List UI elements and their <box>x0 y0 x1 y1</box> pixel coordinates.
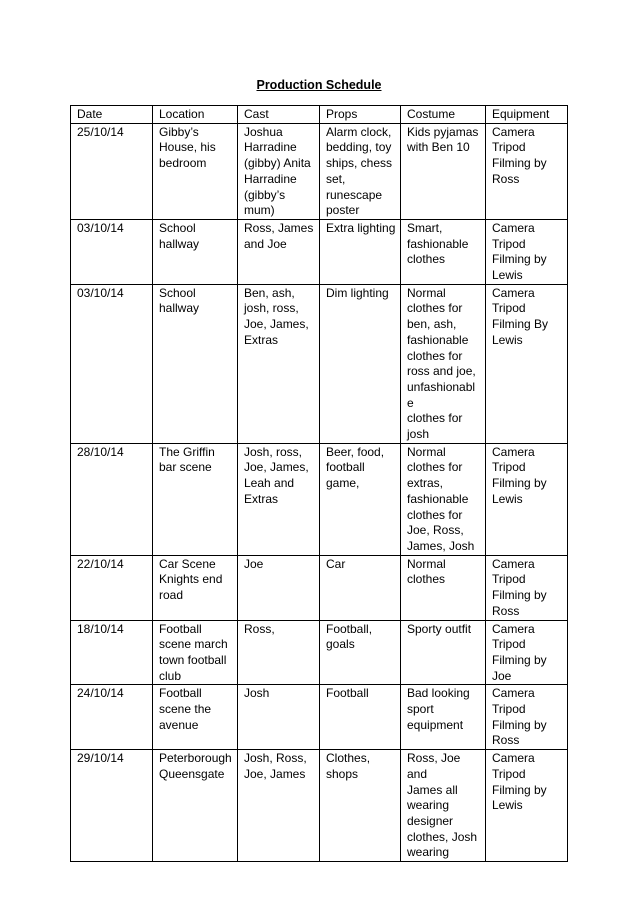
header-cast: Cast <box>238 106 320 124</box>
cell-props: Extra lighting <box>320 219 401 284</box>
cell-costume: Normal clothes for extras, fashionable clothes for Joe, Ross, James, Josh <box>401 443 486 555</box>
cell-props: Car <box>320 555 401 620</box>
cell-location: The Griffin bar scene <box>153 443 238 555</box>
cell-equipment: Camera Tripod Filming by Ross <box>486 685 568 750</box>
cell-equipment: Camera Tripod Filming by Lewis <box>486 443 568 555</box>
header-location: Location <box>153 106 238 124</box>
cell-date: 24/10/14 <box>71 685 153 750</box>
table-row <box>71 685 568 750</box>
cell-costume: Smart, fashionable clothes <box>401 219 486 284</box>
table-row <box>71 219 568 284</box>
cell-costume: Bad looking sport equipment <box>401 685 486 750</box>
table-row <box>71 284 568 443</box>
cell-equipment: Camera Tripod Filming by Ross <box>486 555 568 620</box>
cell-date: 18/10/14 <box>71 620 153 685</box>
table-row <box>71 443 568 555</box>
cell-date: 25/10/14 <box>71 123 153 219</box>
cell-equipment: Camera Tripod Filming by Ross <box>486 123 568 219</box>
table-row <box>71 750 568 862</box>
cell-props: Dim lighting <box>320 284 401 443</box>
cell-cast: Josh, Ross, Joe, James <box>238 750 320 862</box>
cell-location: Gibby’s House, his bedroom <box>153 123 238 219</box>
header-date: Date <box>71 106 153 124</box>
table-row <box>71 123 568 219</box>
cell-equipment: Camera Tripod Filming by Joe <box>486 620 568 685</box>
cell-location: Car Scene Knights end road <box>153 555 238 620</box>
cell-cast: Josh, ross, Joe, James, Leah and Extras <box>238 443 320 555</box>
cell-equipment: Camera Tripod Filming By Lewis <box>486 284 568 443</box>
cell-location: Football scene the avenue <box>153 685 238 750</box>
cell-date: 03/10/14 <box>71 284 153 443</box>
cell-cast: Ross, James and Joe <box>238 219 320 284</box>
cell-props: Football, goals <box>320 620 401 685</box>
cell-costume: Normal clothes for ben, ash, fashionable clothes for ross and joe, unfashionable clothes for josh <box>401 284 486 443</box>
cell-location: School hallway <box>153 284 238 443</box>
table-row <box>71 620 568 685</box>
cell-equipment: Camera Tripod Filming by Lewis <box>486 219 568 284</box>
cell-props: Clothes, shops <box>320 750 401 862</box>
cell-location: Peterborough Queensgate <box>153 750 238 862</box>
cell-costume: Kids pyjamas with Ben 10 <box>401 123 486 219</box>
cell-costume: Sporty outfit <box>401 620 486 685</box>
table-row <box>71 555 568 620</box>
cell-date: 28/10/14 <box>71 443 153 555</box>
cell-costume: Normal clothes <box>401 555 486 620</box>
cell-cast: Joshua Harradine (gibby) Anita Harradine (gibby’s mum) <box>238 123 320 219</box>
cell-costume: Ross, Joe and James all wearing designer clothes, Josh wearing <box>401 750 486 862</box>
cell-props: Alarm clock, bedding, toy ships, chess set, runescape poster <box>320 123 401 219</box>
header-costume: Costume <box>401 106 486 124</box>
header-equipment: Equipment <box>486 106 568 124</box>
cell-date: 03/10/14 <box>71 219 153 284</box>
cell-equipment: Camera Tripod Filming by Lewis <box>486 750 568 862</box>
table-header-row <box>71 106 568 124</box>
document-title: Production Schedule <box>256 78 382 92</box>
cell-location: Football scene march town football club <box>153 620 238 685</box>
cell-cast: Joe <box>238 555 320 620</box>
cell-location: School hallway <box>153 219 238 284</box>
production-schedule-table <box>70 105 568 862</box>
cell-props: Beer, food, football game, <box>320 443 401 555</box>
header-props: Props <box>320 106 401 124</box>
cell-props: Football <box>320 685 401 750</box>
cell-cast: Ross, <box>238 620 320 685</box>
cell-cast: Ben, ash, josh, ross, Joe, James, Extras <box>238 284 320 443</box>
cell-cast: Josh <box>238 685 320 750</box>
cell-date: 29/10/14 <box>71 750 153 862</box>
cell-date: 22/10/14 <box>71 555 153 620</box>
